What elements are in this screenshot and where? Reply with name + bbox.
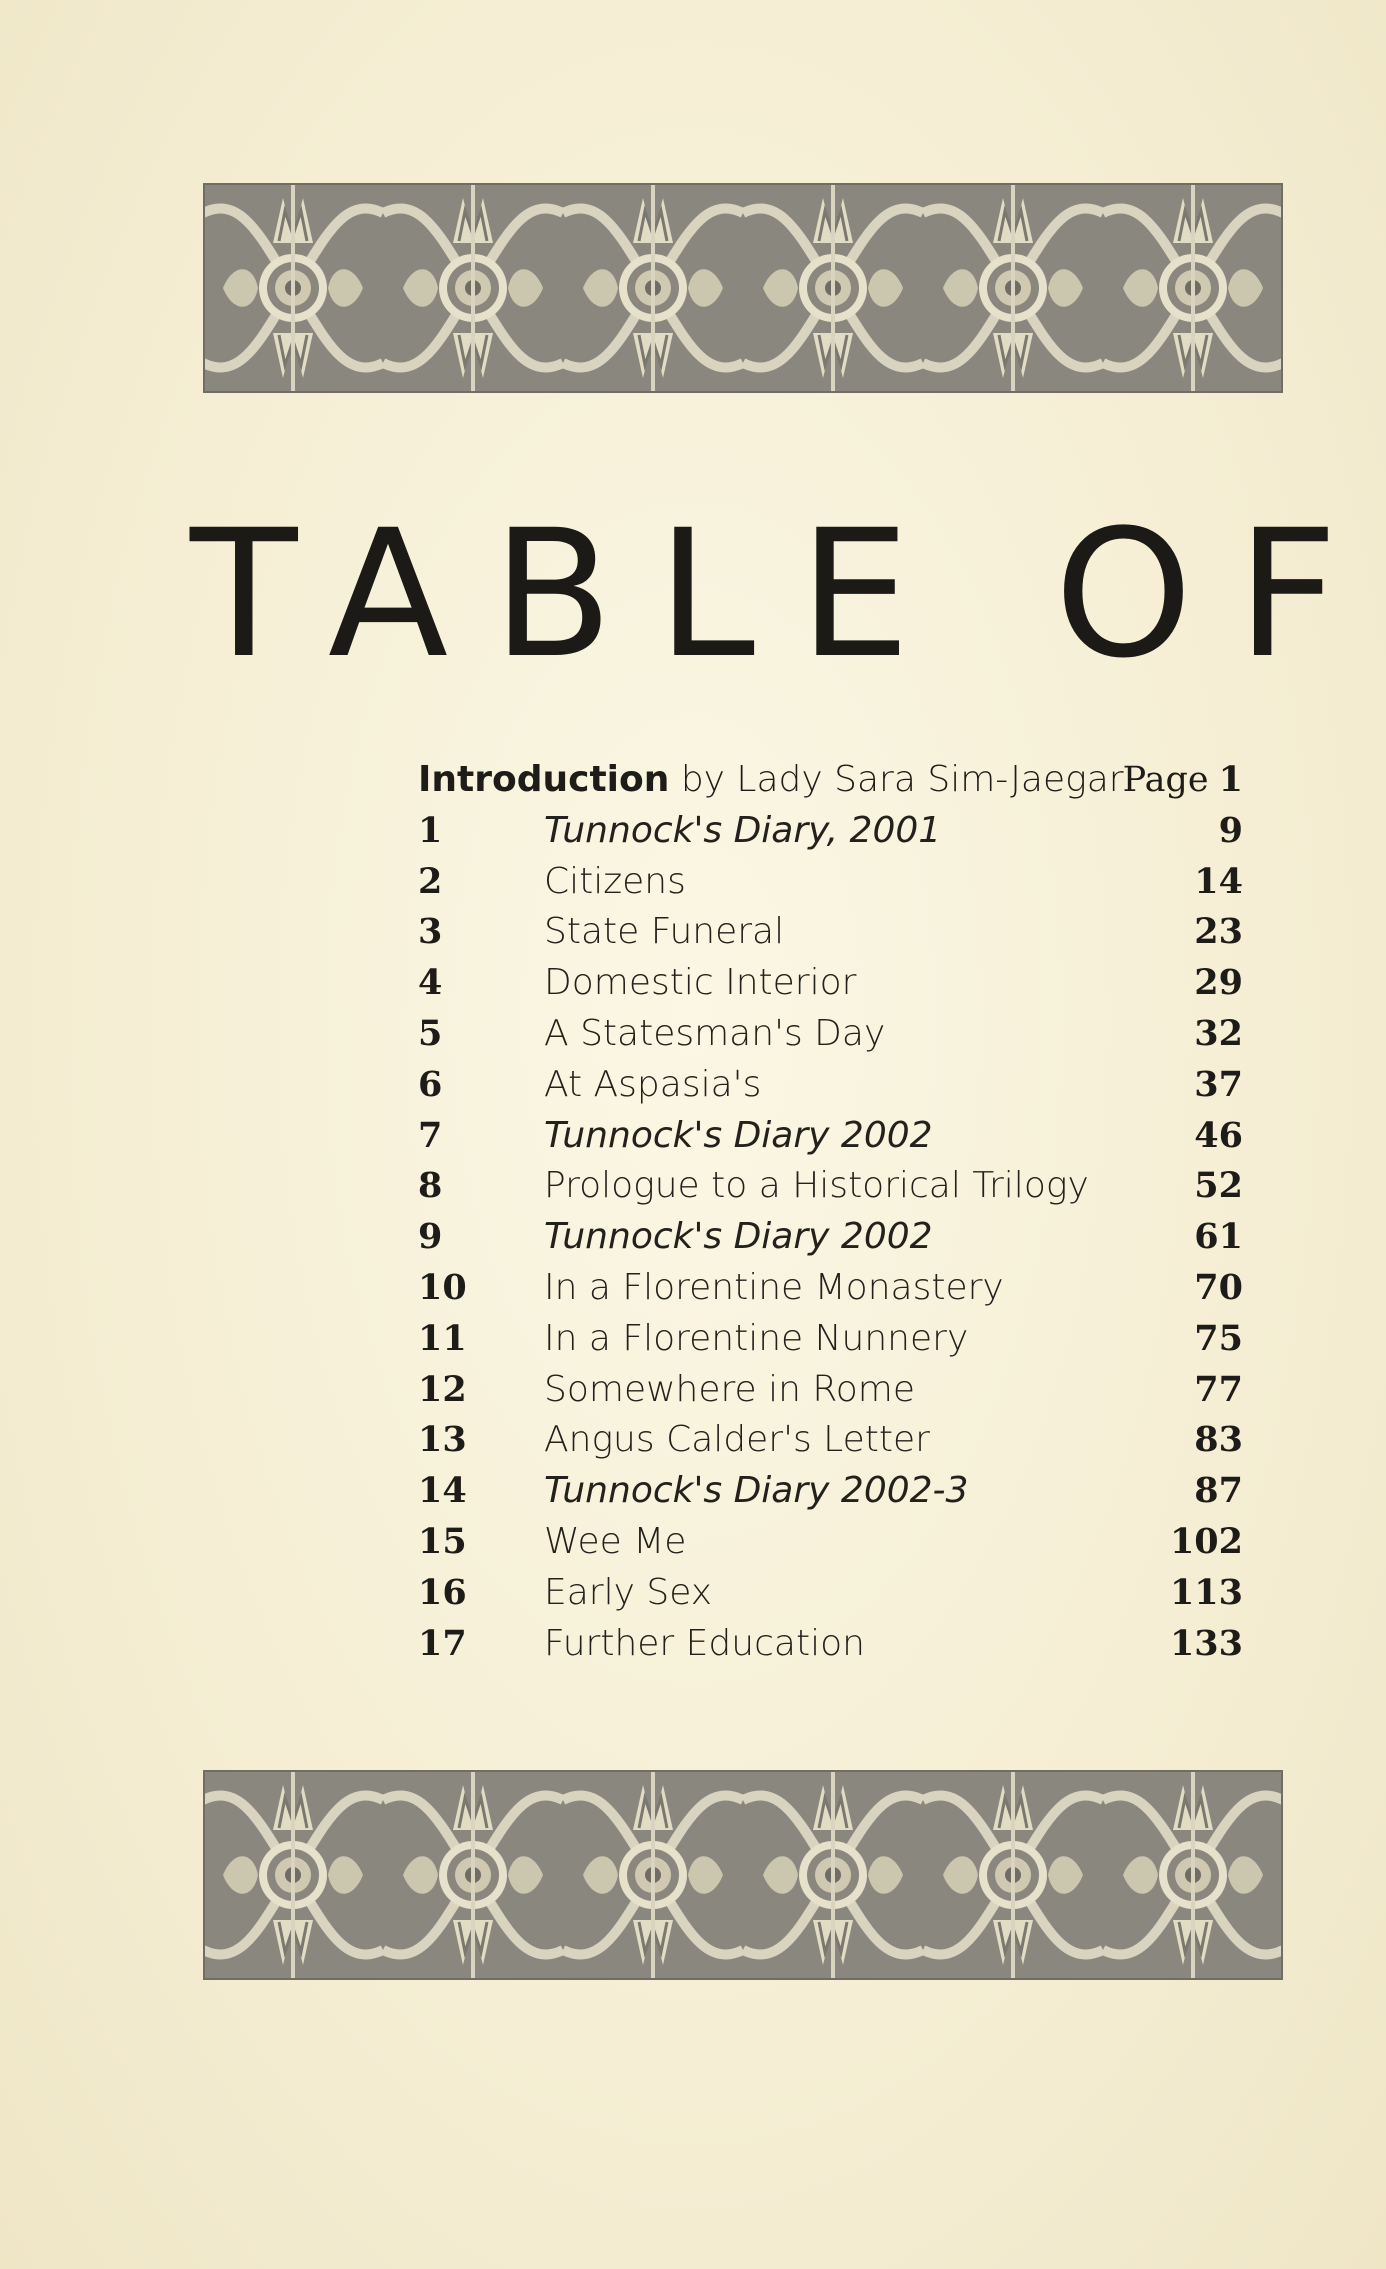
toc-entry-row [418, 907, 1243, 958]
thistle-border-icon [203, 183, 1283, 393]
chapter-number: 9 [418, 1216, 443, 1258]
chapter-page-number: 9 [1218, 809, 1243, 851]
toc-entry-row [418, 1619, 1243, 1670]
chapter-page-number: 23 [1194, 911, 1243, 953]
chapter-page-number: 32 [1194, 1012, 1243, 1054]
chapter-number: 1 [418, 809, 443, 851]
chapter-title: A Statesman's Day [544, 1012, 886, 1054]
chapter-title: Tunnock's Diary, 2001 [544, 809, 942, 851]
chapter-page-number: 87 [1194, 1470, 1243, 1512]
chapter-title: Early Sex [544, 1571, 713, 1613]
chapter-page-number: 14 [1194, 860, 1243, 902]
chapter-number: 2 [418, 860, 443, 902]
chapter-page-number: 133 [1169, 1622, 1243, 1664]
toc-entry-row [418, 1161, 1243, 1212]
chapter-number: 14 [418, 1470, 467, 1512]
introduction-page-number: 1 [1218, 759, 1243, 800]
toc-entry-row [418, 1060, 1243, 1111]
thistle-border-top [203, 183, 1283, 393]
toc-entry-row [418, 1212, 1243, 1263]
chapter-page-number: 102 [1169, 1520, 1243, 1562]
chapter-number: 10 [418, 1266, 467, 1308]
thistle-border-bottom [203, 1770, 1283, 1980]
toc-entry-row [418, 1517, 1243, 1568]
chapter-number: 13 [418, 1419, 467, 1461]
toc-entry-row [418, 806, 1243, 857]
chapter-title: Wee Me [544, 1520, 687, 1562]
chapter-title: In a Florentine Nunnery [544, 1317, 969, 1359]
chapter-page-number: 46 [1194, 1114, 1243, 1156]
toc-entry-row [418, 1466, 1243, 1517]
page-word: Page [1122, 760, 1209, 800]
chapter-page-number: 77 [1194, 1368, 1243, 1410]
thistle-border-icon [203, 1770, 1283, 1980]
toc-entry-row [418, 958, 1243, 1009]
chapter-title: Tunnock's Diary 2002 [544, 1216, 933, 1258]
chapter-number: 16 [418, 1571, 467, 1613]
toc-entry-row [418, 1314, 1243, 1365]
chapter-title: Further Education [544, 1622, 865, 1664]
chapter-number: 17 [418, 1622, 467, 1664]
chapter-title: In a Florentine Monastery [544, 1266, 1004, 1308]
toc-entry-row [418, 1111, 1243, 1162]
chapter-page-number: 37 [1194, 1063, 1243, 1105]
chapter-title: Prologue to a Historical Trilogy [544, 1165, 1089, 1207]
chapter-title: Tunnock's Diary 2002 [544, 1114, 933, 1156]
chapter-number: 15 [418, 1520, 467, 1562]
introduction-label: Introduction [418, 759, 670, 800]
chapter-title: Citizens [544, 860, 686, 902]
introduction-page [1123, 755, 1243, 806]
chapter-page-number: 83 [1194, 1419, 1243, 1461]
chapter-page-number: 75 [1194, 1317, 1243, 1359]
chapter-number: 7 [418, 1114, 443, 1156]
chapter-title: Tunnock's Diary 2002-3 [544, 1470, 969, 1512]
chapter-title: Domestic Interior [544, 962, 857, 1004]
chapter-number: 4 [418, 962, 443, 1004]
introduction-author: by Lady Sara Sim-Jaegar [680, 759, 1124, 800]
chapter-title: Angus Calder's Letter [544, 1419, 930, 1461]
toc-entry-row [418, 1415, 1243, 1466]
chapter-page-number: 70 [1194, 1266, 1243, 1308]
chapter-page-number: 113 [1169, 1571, 1243, 1613]
page-title: TABLE OF [190, 492, 1382, 697]
chapter-number: 11 [418, 1317, 467, 1359]
chapter-title: State Funeral [544, 911, 785, 953]
chapter-title: At Aspasia's [544, 1063, 762, 1105]
table-of-contents [418, 755, 1243, 1669]
chapter-page-number: 29 [1194, 962, 1243, 1004]
toc-entry-row [418, 1009, 1243, 1060]
chapter-page-number: 61 [1194, 1216, 1243, 1258]
toc-entry-row [418, 1568, 1243, 1619]
chapter-page-number: 52 [1194, 1165, 1243, 1207]
chapter-number: 8 [418, 1165, 443, 1207]
chapter-number: 6 [418, 1063, 443, 1105]
chapter-number: 3 [418, 911, 443, 953]
chapter-title: Somewhere in Rome [544, 1368, 916, 1410]
toc-introduction-row [418, 755, 1243, 806]
toc-entry-row [418, 857, 1243, 908]
toc-entry-row [418, 1263, 1243, 1314]
chapter-number: 12 [418, 1368, 467, 1410]
toc-entries [418, 806, 1243, 1670]
toc-entry-row [418, 1365, 1243, 1416]
chapter-number: 5 [418, 1012, 443, 1054]
